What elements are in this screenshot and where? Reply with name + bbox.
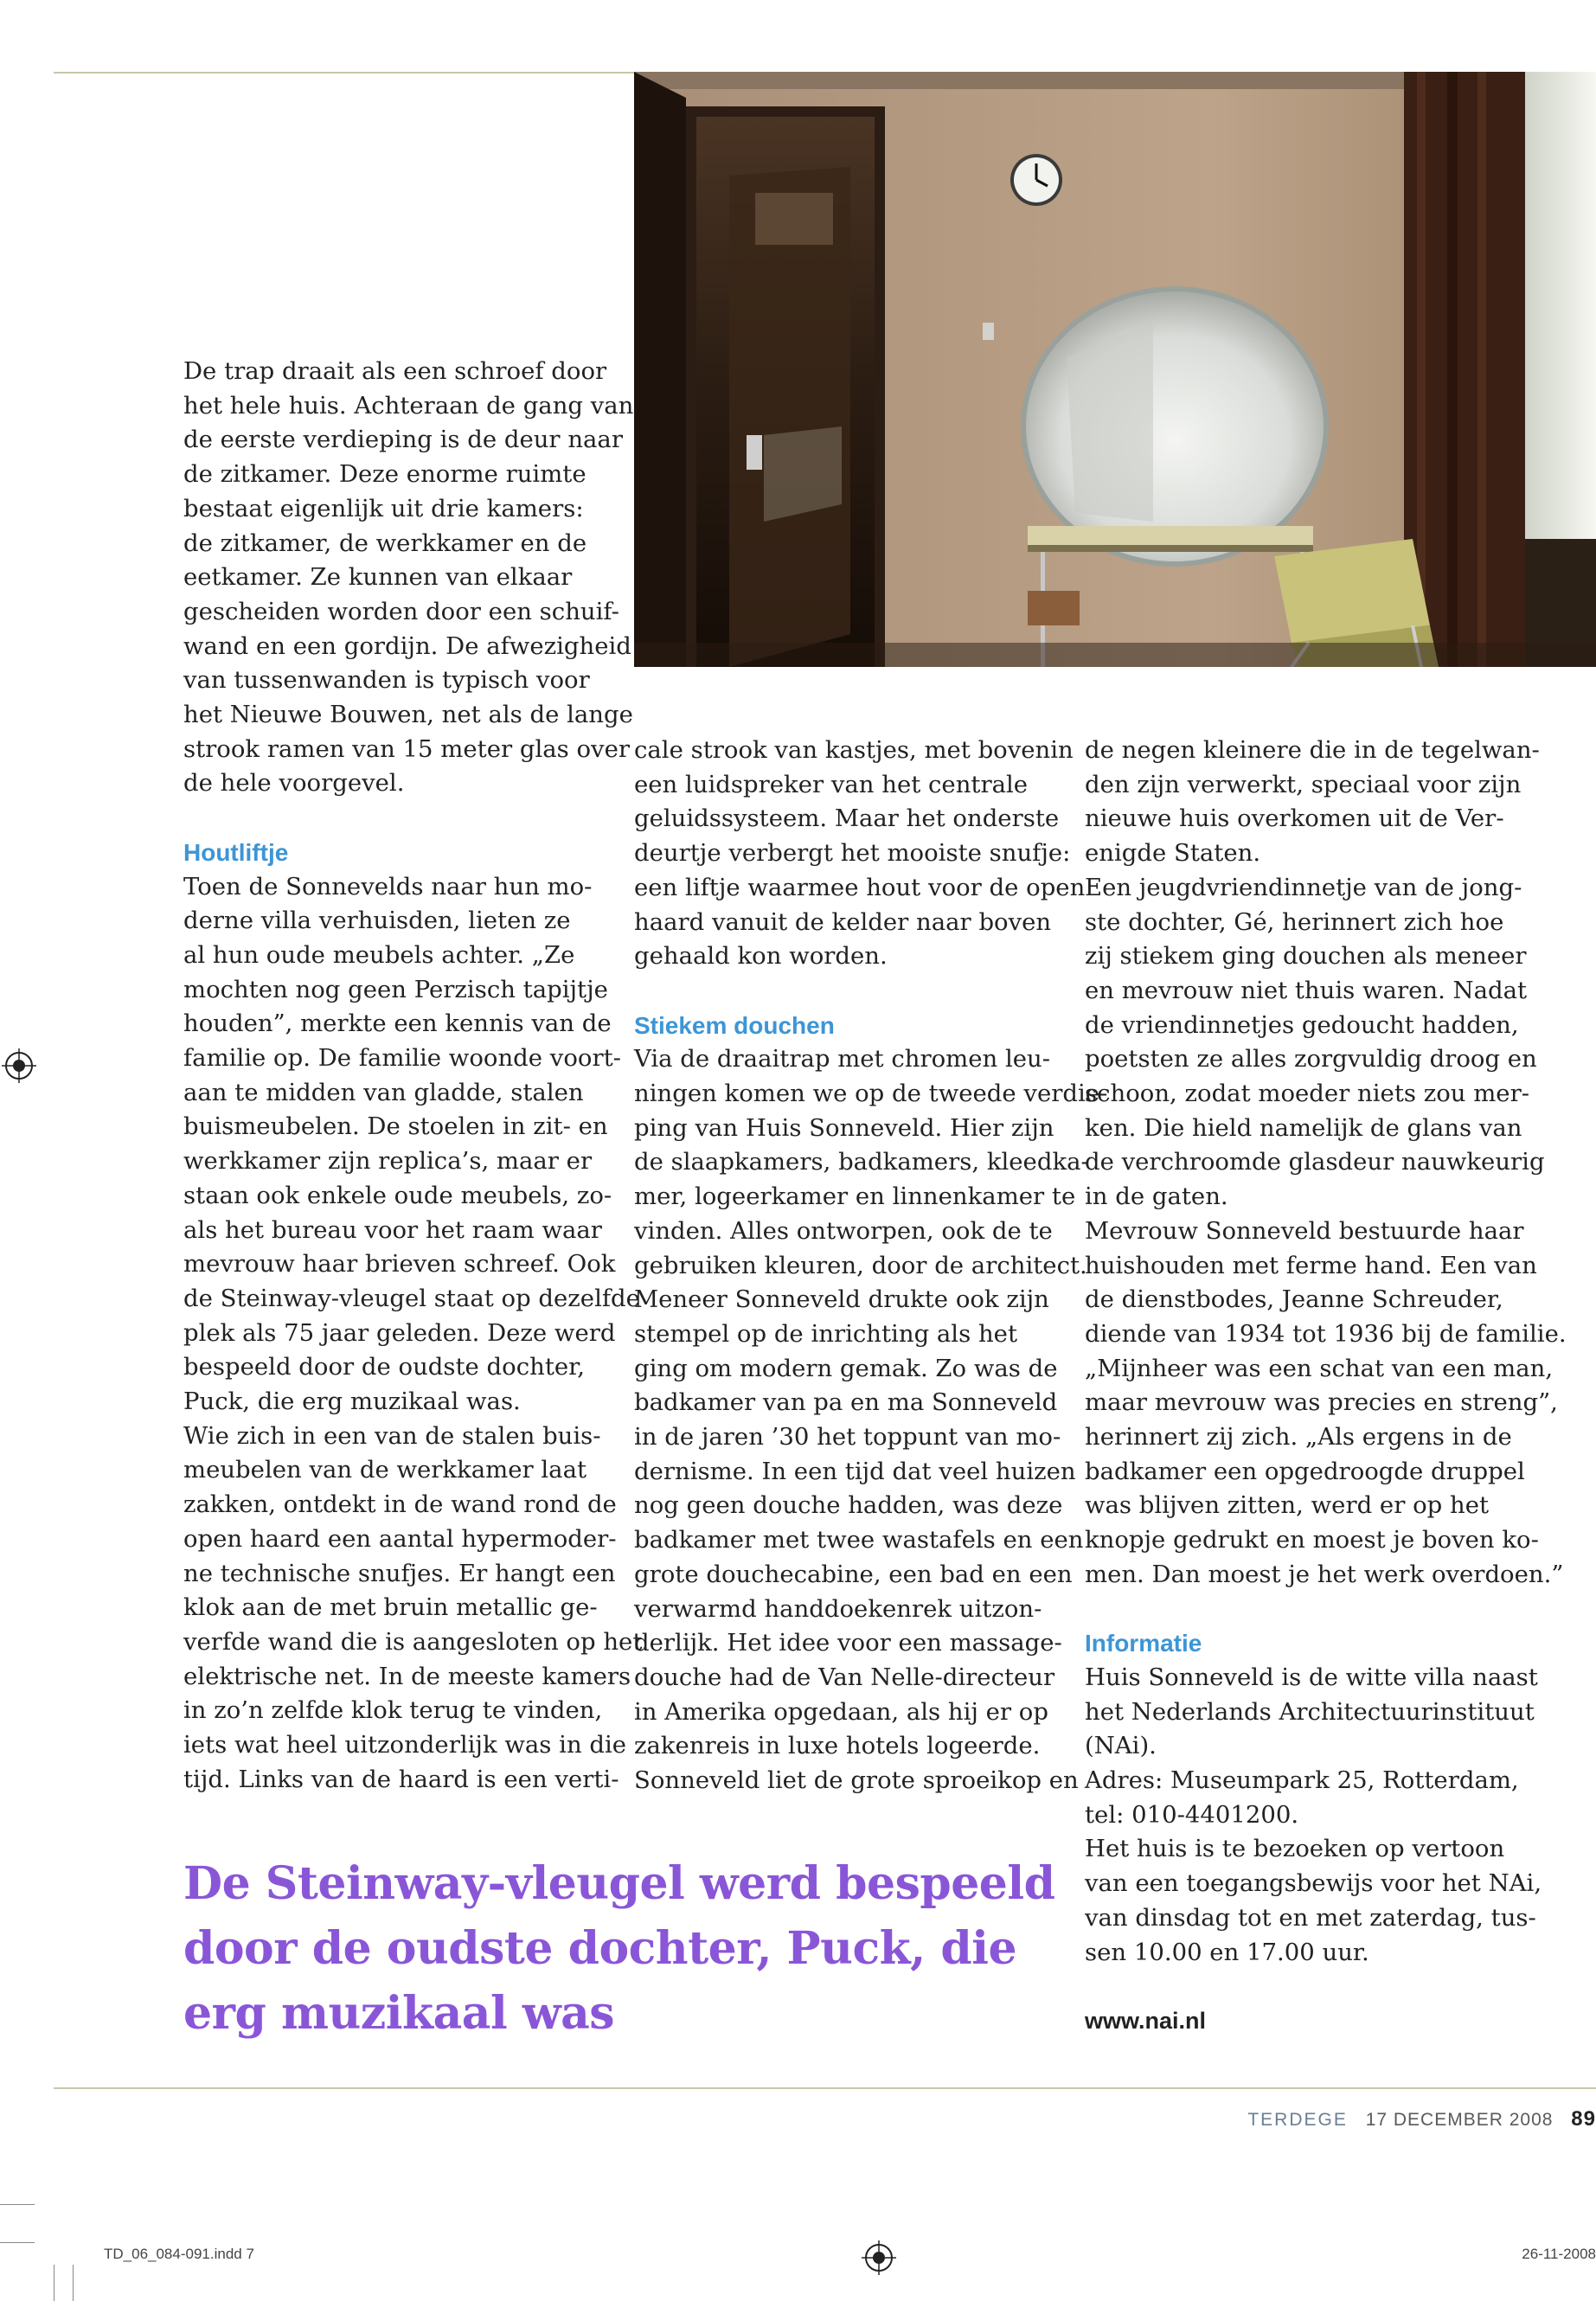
text-line: grote douchecabine, een bad en een bbox=[634, 1560, 1073, 1588]
text-line: gehaald kon worden. bbox=[634, 942, 888, 971]
text-line: de zitkamer, de werkkamer en de bbox=[183, 529, 587, 557]
column-3 bbox=[1085, 734, 1567, 2039]
text-line: strook ramen van 15 meter glas over bbox=[183, 734, 631, 763]
informatie-paragraph bbox=[1085, 1661, 1542, 1970]
text-line: Meneer Sonneveld drukte ook zijn bbox=[634, 1285, 1049, 1314]
text-line: het hele huis. Achteraan de gang van bbox=[183, 391, 634, 420]
text-line: werkkamer zijn replica’s, maar er bbox=[183, 1147, 593, 1176]
text-line: De trap draait als een schroef door bbox=[183, 357, 607, 385]
text-line: de verchroomde glasdeur nauwkeurig bbox=[1085, 1148, 1545, 1176]
slug-date: 26-11-2008 bbox=[1522, 2246, 1596, 2262]
text-line: tel: 010-4401200. bbox=[1085, 1800, 1299, 1829]
text-line: zij stiekem ging douchen als meneer bbox=[1085, 942, 1527, 971]
text-line: gebruiken kleuren, door de architect. bbox=[634, 1251, 1087, 1279]
text-line: in zo’n zelfde klok terug te vinden, bbox=[183, 1696, 603, 1725]
text-line: de negen kleinere die in de tegelwan- bbox=[1085, 736, 1540, 764]
text-line: ne technische snufjes. Er hangt een bbox=[183, 1559, 616, 1587]
registration-mark-icon bbox=[862, 2240, 896, 2275]
text-line: de hele voorgevel. bbox=[183, 769, 405, 798]
text-line: vinden. Alles ontworpen, ook de te bbox=[634, 1216, 1053, 1245]
text-line: de zitkamer. Deze enorme ruimte bbox=[183, 460, 586, 489]
intro-paragraph bbox=[183, 355, 634, 801]
text-line: poetsten ze alles zorgvuldig droog en bbox=[1085, 1045, 1537, 1074]
text-line: men. Dan moest je het werk overdoen.” bbox=[1085, 1560, 1564, 1588]
text-line: een luidspreker van het centrale bbox=[634, 770, 1029, 798]
text-line: ping van Huis Sonneveld. Hier zijn bbox=[634, 1113, 1054, 1142]
text-line: badkamer met twee wastafels en een bbox=[634, 1526, 1084, 1554]
section-heading-informatie: Informatie bbox=[1085, 1630, 1202, 1657]
continued-paragraph bbox=[1085, 734, 1567, 1593]
section-heading-stiekem-douchen: Stiekem douchen bbox=[634, 1011, 835, 1039]
text-line: badkamer van pa en ma Sonneveld bbox=[634, 1388, 1058, 1417]
text-line: enigde Staten. bbox=[1085, 839, 1261, 868]
text-line: derlijk. Het idee voor een massage- bbox=[634, 1629, 1062, 1657]
text-line: ningen komen we op de tweede verdie- bbox=[634, 1080, 1108, 1108]
text-line: mochten nog geen Perzisch tapijtje bbox=[183, 975, 608, 1003]
text-line: verwarmd handdoekenrek uitzon- bbox=[634, 1594, 1042, 1623]
text-line: Puck, die erg muzikaal was. bbox=[183, 1388, 521, 1416]
text-line: ken. Die hield namelijk de glans van bbox=[1085, 1113, 1522, 1142]
text-line: diende van 1934 tot 1936 bij de familie. bbox=[1085, 1319, 1567, 1348]
text-line: maar mevrouw was precies en streng”, bbox=[1085, 1388, 1558, 1417]
text-line: meubelen van de werkkamer laat bbox=[183, 1456, 587, 1484]
text-line: open haard een aantal hypermoder- bbox=[183, 1524, 617, 1553]
text-line: geluidssysteem. Maar het onderste bbox=[634, 804, 1060, 833]
text-line: herinnert zij zich. „Als ergens in de bbox=[1085, 1423, 1512, 1452]
text-line: houden”, merkte een kennis van de bbox=[183, 1009, 612, 1038]
text-line: en mevrouw niet thuis waren. Nadat bbox=[1085, 976, 1528, 1004]
text-line: in de jaren ’30 het toppunt van mo- bbox=[634, 1423, 1061, 1452]
text-line: mer, logeerkamer en linnenkamer te bbox=[634, 1183, 1076, 1211]
text-line: staan ook enkele oude meubels, zo- bbox=[183, 1181, 612, 1209]
crop-mark bbox=[0, 2204, 35, 2205]
text-line: Huis Sonneveld is de witte villa naast bbox=[1085, 1663, 1538, 1691]
text-line: nieuwe huis overkomen uit de Ver- bbox=[1085, 804, 1504, 833]
text-line: elektrische net. In de meeste kamers bbox=[183, 1662, 631, 1690]
text-line: van een toegangsbewijs voor het NAi, bbox=[1085, 1869, 1542, 1898]
slug-filename: TD_06_084-091.indd 7 bbox=[104, 2246, 254, 2262]
text-line: buismeubelen. De stoelen in zit- en bbox=[183, 1112, 608, 1141]
text-line: Mevrouw Sonneveld bestuurde haar bbox=[1085, 1216, 1524, 1245]
text-line: Wie zich in een van de stalen buis- bbox=[183, 1421, 601, 1450]
text-line: derne villa verhuisden, lieten ze bbox=[183, 907, 571, 935]
pull-quote-line: De Steinway-vleugel werd bespeeld bbox=[183, 1857, 1055, 1910]
text-line: dernisme. In een tijd dat veel huizen bbox=[634, 1457, 1076, 1485]
stiekem-douchen-paragraph bbox=[634, 1042, 1108, 1798]
houtliftje-paragraph bbox=[183, 870, 643, 1798]
text-line: „Mijnheer was een schat van een man, bbox=[1085, 1354, 1554, 1382]
text-line: den zijn verwerkt, speciaal voor zijn bbox=[1085, 770, 1522, 798]
text-line: deurtje verbergt het mooiste snufje: bbox=[634, 839, 1071, 868]
text-line: stempel op de inrichting als het bbox=[634, 1319, 1017, 1348]
page-footer bbox=[1247, 2107, 1596, 2142]
text-line: het Nieuwe Bouwen, net als de lange bbox=[183, 701, 633, 729]
pull-quote bbox=[183, 1851, 1055, 2046]
text-line: Via de draaitrap met chromen leu- bbox=[634, 1045, 1051, 1074]
text-line: was blijven zitten, werd er op het bbox=[1085, 1491, 1490, 1520]
text-line: de Steinway-vleugel staat op dezelfde bbox=[183, 1284, 640, 1312]
text-line: douche had de Van Nelle-directeur bbox=[634, 1663, 1055, 1691]
text-line: Toen de Sonnevelds naar hun mo- bbox=[183, 872, 593, 901]
text-line: (NAi). bbox=[1085, 1732, 1157, 1760]
magazine-name: TERDEGE bbox=[1247, 2110, 1348, 2130]
crop-mark bbox=[0, 2242, 35, 2243]
text-line: klok aan de met bruin metallic ge- bbox=[183, 1593, 598, 1622]
page-number: 89 bbox=[1571, 2107, 1596, 2131]
text-line: huishouden met ferme hand. Een van bbox=[1085, 1251, 1537, 1279]
text-line: het Nederlands Architectuurinstituut bbox=[1085, 1697, 1535, 1726]
text-line: haard vanuit de kelder naar boven bbox=[634, 907, 1052, 936]
text-line: de dienstbodes, Jeanne Schreuder, bbox=[1085, 1285, 1503, 1314]
text-line: Het huis is te bezoeken op vertoon bbox=[1085, 1835, 1505, 1863]
text-line: plek als 75 jaar geleden. Deze werd bbox=[183, 1318, 616, 1347]
text-line: gescheiden worden door een schuif- bbox=[183, 597, 619, 625]
text-line: Sonneveld liet de grote sproeikop en bbox=[634, 1766, 1079, 1795]
text-line: wand en een gordijn. De afwezigheid bbox=[183, 631, 631, 660]
crop-mark bbox=[73, 2265, 74, 2301]
text-line: mevrouw haar brieven schreef. Ook bbox=[183, 1250, 616, 1279]
website-link[interactable]: www.nai.nl bbox=[1085, 2007, 1207, 2034]
text-line: nog geen douche hadden, was deze bbox=[634, 1491, 1063, 1520]
text-line: cale strook van kastjes, met bovenin bbox=[634, 736, 1074, 764]
registration-mark-icon bbox=[2, 1048, 36, 1083]
text-line: zakenreis in luxe hotels logeerde. bbox=[634, 1732, 1041, 1760]
text-line: tijd. Links van de haard is een verti- bbox=[183, 1765, 619, 1793]
text-line: eetkamer. Ze kunnen van elkaar bbox=[183, 563, 573, 592]
text-line: van dinsdag tot en met zaterdag, tus- bbox=[1085, 1903, 1536, 1932]
pull-quote-line: door de oudste dochter, Puck, die bbox=[183, 1922, 1017, 1975]
column-1 bbox=[183, 355, 643, 1798]
interior-photo bbox=[634, 72, 1596, 667]
text-line: knopje gedrukt en moest je boven ko- bbox=[1085, 1526, 1539, 1554]
issue-date: 17 DECEMBER 2008 bbox=[1365, 2110, 1554, 2130]
bottom-rule bbox=[54, 2087, 1596, 2089]
text-line: al hun oude meubels achter. „Ze bbox=[183, 940, 575, 969]
text-line: van tussenwanden is typisch voor bbox=[183, 666, 590, 695]
text-line: aan te midden van gladde, stalen bbox=[183, 1078, 584, 1106]
text-line: verfde wand die is aangesloten op het bbox=[183, 1628, 643, 1656]
text-line: de vriendinnetjes gedoucht hadden, bbox=[1085, 1010, 1519, 1039]
text-line: bestaat eigenlijk uit drie kamers: bbox=[183, 494, 584, 522]
text-line: iets wat heel uitzonderlijk was in die bbox=[183, 1731, 627, 1759]
text-line: familie op. De familie woonde voort- bbox=[183, 1044, 621, 1073]
text-line: ging om modern gemak. Zo was de bbox=[634, 1354, 1058, 1382]
text-line: sen 10.00 en 17.00 uur. bbox=[1085, 1938, 1369, 1966]
text-line: in Amerika opgedaan, als hij er op bbox=[634, 1697, 1048, 1726]
text-line: bespeeld door de oudste dochter, bbox=[183, 1353, 586, 1381]
pull-quote-line: erg muzikaal was bbox=[183, 1987, 615, 2040]
text-line: als het bureau voor het raam waar bbox=[183, 1215, 602, 1244]
text-line: in de gaten. bbox=[1085, 1183, 1228, 1211]
text-line: een liftje waarmee hout voor de open bbox=[634, 873, 1086, 901]
continued-paragraph bbox=[634, 734, 1086, 974]
text-line: ste dochter, Gé, herinnert zich hoe bbox=[1085, 907, 1504, 936]
text-line: de slaapkamers, badkamers, kleedka- bbox=[634, 1148, 1089, 1176]
text-line: schoon, zodat moeder niets zou mer- bbox=[1085, 1080, 1530, 1108]
column-2 bbox=[634, 734, 1108, 1798]
text-line: zakken, ontdekt in de wand rond de bbox=[183, 1490, 617, 1519]
text-line: badkamer een opgedroogde druppel bbox=[1085, 1457, 1525, 1485]
text-line: Adres: Museumpark 25, Rotterdam, bbox=[1085, 1766, 1519, 1795]
text-line: Een jeugdvriendinnetje van de jong- bbox=[1085, 873, 1522, 901]
text-line: de eerste verdieping is de deur naar bbox=[183, 426, 623, 454]
section-heading-houtliftje: Houtliftje bbox=[183, 838, 289, 866]
interior-photo-illustration bbox=[634, 72, 1596, 667]
